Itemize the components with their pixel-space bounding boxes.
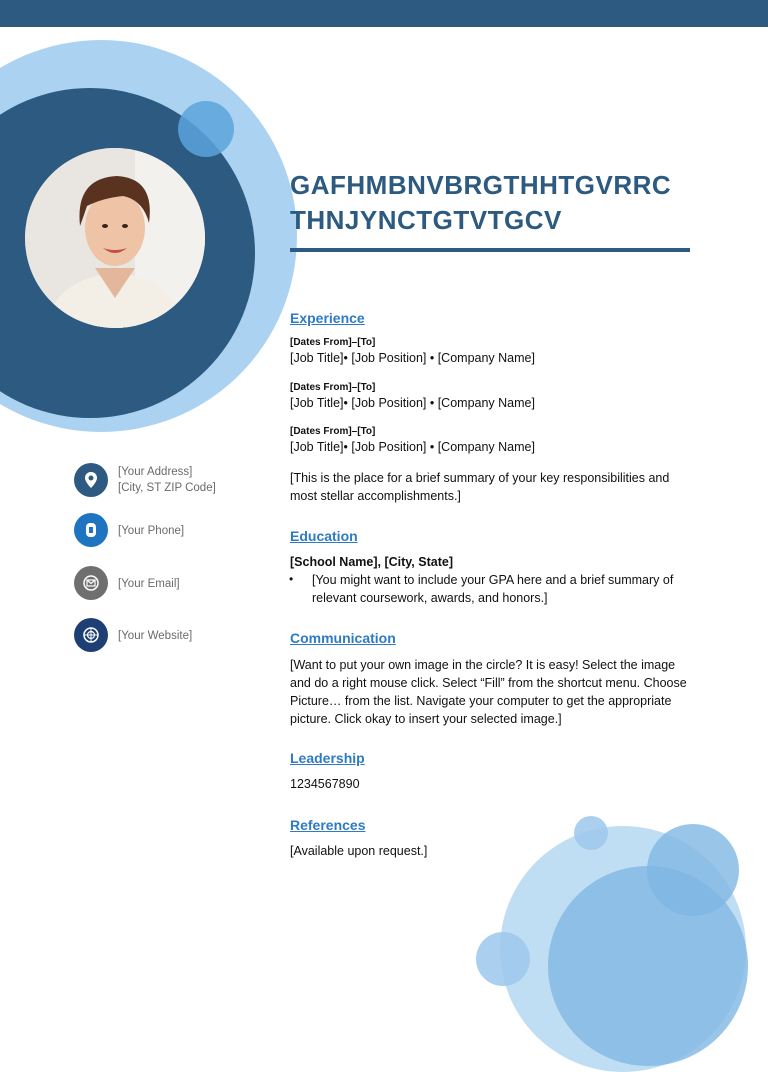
location-pin-icon bbox=[74, 463, 108, 497]
experience-summary: [This is the place for a brief summary of your key responsibilities and most stellar accomplishments.] bbox=[290, 471, 670, 503]
name-line-2: THNJYNCTGTVTGCV bbox=[290, 205, 562, 235]
decorative-accent-circle bbox=[178, 101, 234, 157]
leadership-text: 1234567890 bbox=[290, 777, 360, 791]
top-banner bbox=[0, 0, 768, 27]
leadership-heading[interactable]: Leadership bbox=[290, 750, 365, 766]
experience-entry bbox=[290, 381, 690, 412]
communication-text: [Want to put your own image in the circle? It is easy! Select the image and do a right mouse click. Select “Fill” from the shortcut menu. Choose Picture… from the list. Navigate your computer to get the appropriate picture. Click okay to insert your selected image.] bbox=[290, 658, 687, 726]
job-dates: [Dates From]–[To] bbox=[290, 382, 376, 393]
job-line: [Job Title]• [Job Position] • [Company Name] bbox=[290, 440, 535, 454]
education-detail: [You might want to include your GPA here and a brief summary of relevant coursework, awards, and honors.] bbox=[312, 573, 674, 605]
experience-entry bbox=[290, 425, 690, 456]
job-dates: [Dates From]–[To] bbox=[290, 426, 376, 437]
communication-heading[interactable]: Communication bbox=[290, 630, 396, 646]
school-name: [School Name], [City, State] bbox=[290, 555, 453, 569]
contact-phone: [Your Phone] bbox=[118, 525, 185, 537]
email-icon bbox=[74, 566, 108, 600]
phone-icon bbox=[74, 513, 108, 547]
globe-icon bbox=[74, 618, 108, 652]
experience-entry bbox=[290, 336, 690, 367]
decorative-bubble-top bbox=[647, 824, 739, 916]
contact-website: [Your Website] bbox=[118, 630, 193, 642]
name-line-1: GAFHMBNVBRGTHHTGVRRC bbox=[290, 170, 672, 200]
profile-photo[interactable] bbox=[25, 148, 205, 328]
profile-photo-image bbox=[25, 148, 205, 328]
address-line-2: [City, ST ZIP Code] bbox=[118, 482, 216, 494]
name-underline bbox=[290, 248, 690, 252]
contact-address bbox=[118, 464, 216, 496]
references-text: [Available upon request.] bbox=[290, 844, 428, 858]
decorative-bubble-left bbox=[476, 932, 530, 986]
address-line-1: [Your Address] bbox=[118, 466, 193, 478]
resume-name bbox=[290, 168, 710, 238]
references-heading[interactable]: References bbox=[290, 817, 366, 833]
bullet-icon: • bbox=[289, 572, 294, 586]
job-line: [Job Title]• [Job Position] • [Company Name] bbox=[290, 396, 535, 410]
job-dates: [Dates From]–[To] bbox=[290, 337, 376, 348]
job-line: [Job Title]• [Job Position] • [Company Name] bbox=[290, 351, 535, 365]
contact-email: [Your Email] bbox=[118, 578, 180, 590]
education-heading[interactable]: Education bbox=[290, 528, 358, 544]
experience-heading[interactable]: Experience bbox=[290, 310, 365, 326]
